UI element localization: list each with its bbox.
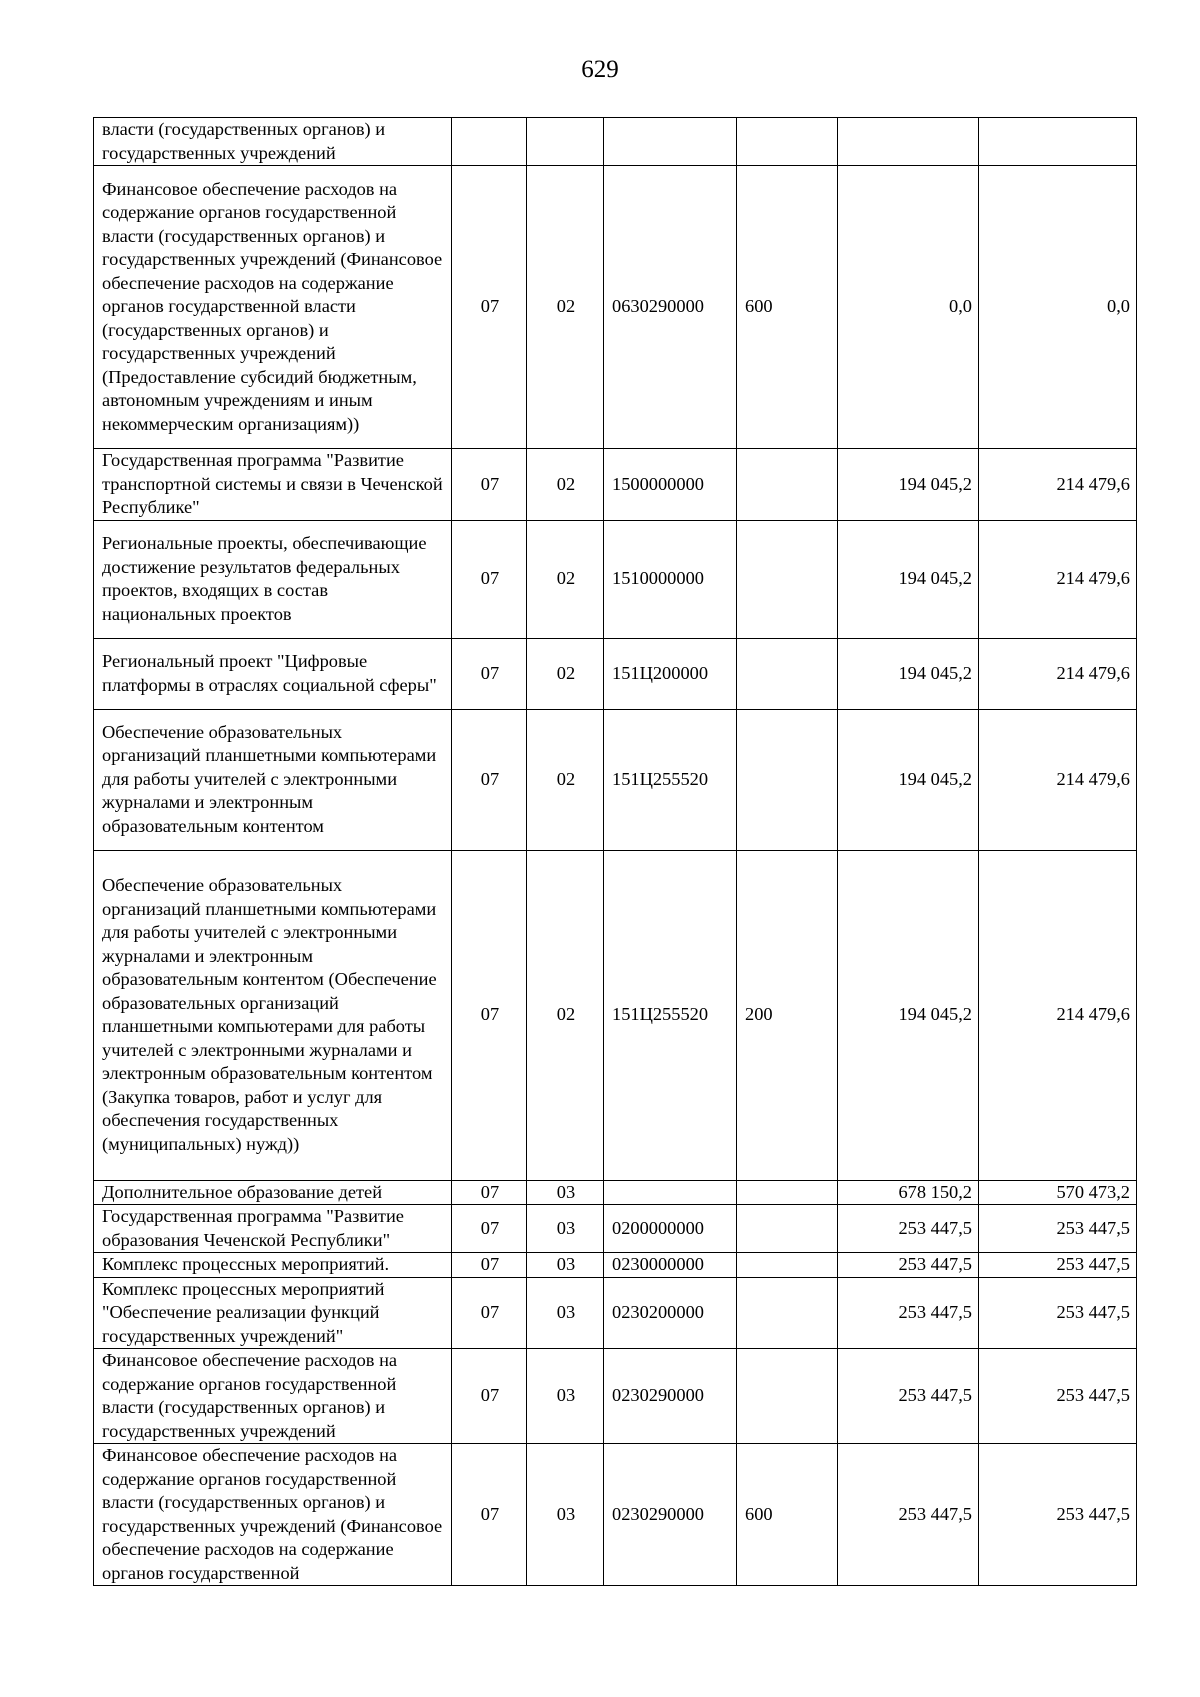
- budget-table: [93, 117, 1137, 1586]
- table-row: [94, 1180, 1137, 1205]
- cell-section: 07: [452, 1349, 527, 1444]
- cell-target-article: 0230200000: [604, 1277, 737, 1349]
- cell-name: Комплекс процессных мероприятий.: [94, 1253, 452, 1278]
- cell-expense-type: [737, 1253, 838, 1278]
- table-row: [94, 1253, 1137, 1278]
- cell-sum-year-1: 253 447,5: [838, 1253, 979, 1278]
- cell-sum-year-2: 214 479,6: [979, 449, 1137, 521]
- cell-section: 07: [452, 638, 527, 709]
- cell-sum-year-2: 214 479,6: [979, 520, 1137, 638]
- cell-sum-year-1: 253 447,5: [838, 1205, 979, 1253]
- cell-expense-type: [737, 1277, 838, 1349]
- cell-section: 07: [452, 1205, 527, 1253]
- cell-sum-year-1: 194 045,2: [838, 449, 979, 521]
- cell-sum-year-1: 253 447,5: [838, 1349, 979, 1444]
- cell-subsection: 02: [527, 850, 604, 1180]
- cell-subsection: 03: [527, 1253, 604, 1278]
- cell-expense-type: [737, 1205, 838, 1253]
- cell-sum-year-1: 678 150,2: [838, 1180, 979, 1205]
- cell-subsection: 03: [527, 1444, 604, 1586]
- cell-sum-year-2: 0,0: [979, 166, 1137, 449]
- table-row: [94, 638, 1137, 709]
- cell-name: Государственная программа "Развитие транспортной системы и связи в Чеченской Республике": [94, 449, 452, 521]
- cell-name: Обеспечение образовательных организаций планшетными компьютерами для работы учителей с электронными журналами и электронным образовательным контентом: [94, 709, 452, 850]
- cell-subsection: 02: [527, 709, 604, 850]
- cell-name: Дополнительное образование детей: [94, 1180, 452, 1205]
- cell-name: Финансовое обеспечение расходов на содержание органов государственной власти (государственных органов) и государственных учреждений (Финансовое обеспечение расходов на содержание органов государственной власти (государственных органов) и государственных учреждений (Предоставление субсидий бюджетным, автономным учреждениям и иным некоммерческим организациям)): [94, 166, 452, 449]
- cell-section: 07: [452, 709, 527, 850]
- cell-target-article: 0200000000: [604, 1205, 737, 1253]
- cell-expense-type: 600: [737, 1444, 838, 1586]
- cell-target-article: 151Ц255520: [604, 850, 737, 1180]
- cell-sum-year-2: [979, 118, 1137, 166]
- cell-section: 07: [452, 520, 527, 638]
- page-number: 629: [581, 56, 619, 83]
- cell-subsection: [527, 118, 604, 166]
- table-row: [94, 1277, 1137, 1349]
- cell-expense-type: [737, 1180, 838, 1205]
- cell-sum-year-2: 253 447,5: [979, 1205, 1137, 1253]
- table-row: [94, 166, 1137, 449]
- cell-sum-year-1: [838, 118, 979, 166]
- cell-subsection: 03: [527, 1180, 604, 1205]
- cell-sum-year-1: 194 045,2: [838, 520, 979, 638]
- cell-section: 07: [452, 850, 527, 1180]
- cell-sum-year-2: 253 447,5: [979, 1349, 1137, 1444]
- cell-target-article: 151Ц255520: [604, 709, 737, 850]
- cell-section: 07: [452, 1277, 527, 1349]
- cell-section: [452, 118, 527, 166]
- cell-expense-type: [737, 449, 838, 521]
- cell-expense-type: [737, 520, 838, 638]
- cell-target-article: 0230290000: [604, 1349, 737, 1444]
- table-row: [94, 1205, 1137, 1253]
- cell-name: Региональные проекты, обеспечивающие достижение результатов федеральных проектов, входящих в состав национальных проектов: [94, 520, 452, 638]
- cell-section: 07: [452, 1180, 527, 1205]
- cell-subsection: 02: [527, 520, 604, 638]
- cell-name: Региональный проект "Цифровые платформы в отраслях социальной сферы": [94, 638, 452, 709]
- cell-subsection: 03: [527, 1349, 604, 1444]
- cell-subsection: 02: [527, 449, 604, 521]
- table-row: [94, 1444, 1137, 1586]
- cell-name: Финансовое обеспечение расходов на содержание органов государственной власти (государственных органов) и государственных учреждений (Финансовое обеспечение расходов на содержание органов государственной: [94, 1444, 452, 1586]
- table-row: [94, 118, 1137, 166]
- cell-sum-year-2: 214 479,6: [979, 709, 1137, 850]
- cell-sum-year-1: 194 045,2: [838, 709, 979, 850]
- cell-target-article: 1500000000: [604, 449, 737, 521]
- cell-target-article: 151Ц200000: [604, 638, 737, 709]
- cell-sum-year-2: 253 447,5: [979, 1277, 1137, 1349]
- cell-name: власти (государственных органов) и государственных учреждений: [94, 118, 452, 166]
- cell-sum-year-2: 570 473,2: [979, 1180, 1137, 1205]
- cell-sum-year-1: 194 045,2: [838, 638, 979, 709]
- table-body: [94, 118, 1137, 1586]
- cell-target-article: 0630290000: [604, 166, 737, 449]
- cell-expense-type: [737, 118, 838, 166]
- cell-subsection: 02: [527, 166, 604, 449]
- table-row: [94, 1349, 1137, 1444]
- cell-target-article: [604, 118, 737, 166]
- cell-expense-type: 600: [737, 166, 838, 449]
- cell-sum-year-2: 253 447,5: [979, 1253, 1137, 1278]
- cell-subsection: 02: [527, 638, 604, 709]
- cell-expense-type: [737, 709, 838, 850]
- cell-name: Комплекс процессных мероприятий "Обеспечение реализации функций государственных учреждений": [94, 1277, 452, 1349]
- cell-sum-year-2: 253 447,5: [979, 1444, 1137, 1586]
- cell-sum-year-2: 214 479,6: [979, 850, 1137, 1180]
- cell-sum-year-2: 214 479,6: [979, 638, 1137, 709]
- table-row: [94, 520, 1137, 638]
- cell-sum-year-1: 253 447,5: [838, 1444, 979, 1586]
- cell-expense-type: [737, 1349, 838, 1444]
- cell-name: Обеспечение образовательных организаций планшетными компьютерами для работы учителей с электронными журналами и электронным образовательным контентом (Обеспечение образовательных организаций планшетными компьютерами для работы учителей с электронными журналами и электронным образовательным контентом (Закупка товаров, работ и услуг для обеспечения государственных (муниципальных) нужд)): [94, 850, 452, 1180]
- cell-sum-year-1: 194 045,2: [838, 850, 979, 1180]
- cell-name: Финансовое обеспечение расходов на содержание органов государственной власти (государственных органов) и государственных учреждений: [94, 1349, 452, 1444]
- cell-section: 07: [452, 166, 527, 449]
- cell-name: Государственная программа "Развитие образования Чеченской Республики": [94, 1205, 452, 1253]
- cell-target-article: [604, 1180, 737, 1205]
- cell-expense-type: [737, 638, 838, 709]
- cell-target-article: 1510000000: [604, 520, 737, 638]
- cell-target-article: 0230290000: [604, 1444, 737, 1586]
- cell-expense-type: 200: [737, 850, 838, 1180]
- cell-target-article: 0230000000: [604, 1253, 737, 1278]
- cell-sum-year-1: 253 447,5: [838, 1277, 979, 1349]
- cell-section: 07: [452, 449, 527, 521]
- cell-subsection: 03: [527, 1277, 604, 1349]
- cell-sum-year-1: 0,0: [838, 166, 979, 449]
- cell-subsection: 03: [527, 1205, 604, 1253]
- table-row: [94, 709, 1137, 850]
- table-row: [94, 449, 1137, 521]
- table-row: [94, 850, 1137, 1180]
- cell-section: 07: [452, 1444, 527, 1586]
- cell-section: 07: [452, 1253, 527, 1278]
